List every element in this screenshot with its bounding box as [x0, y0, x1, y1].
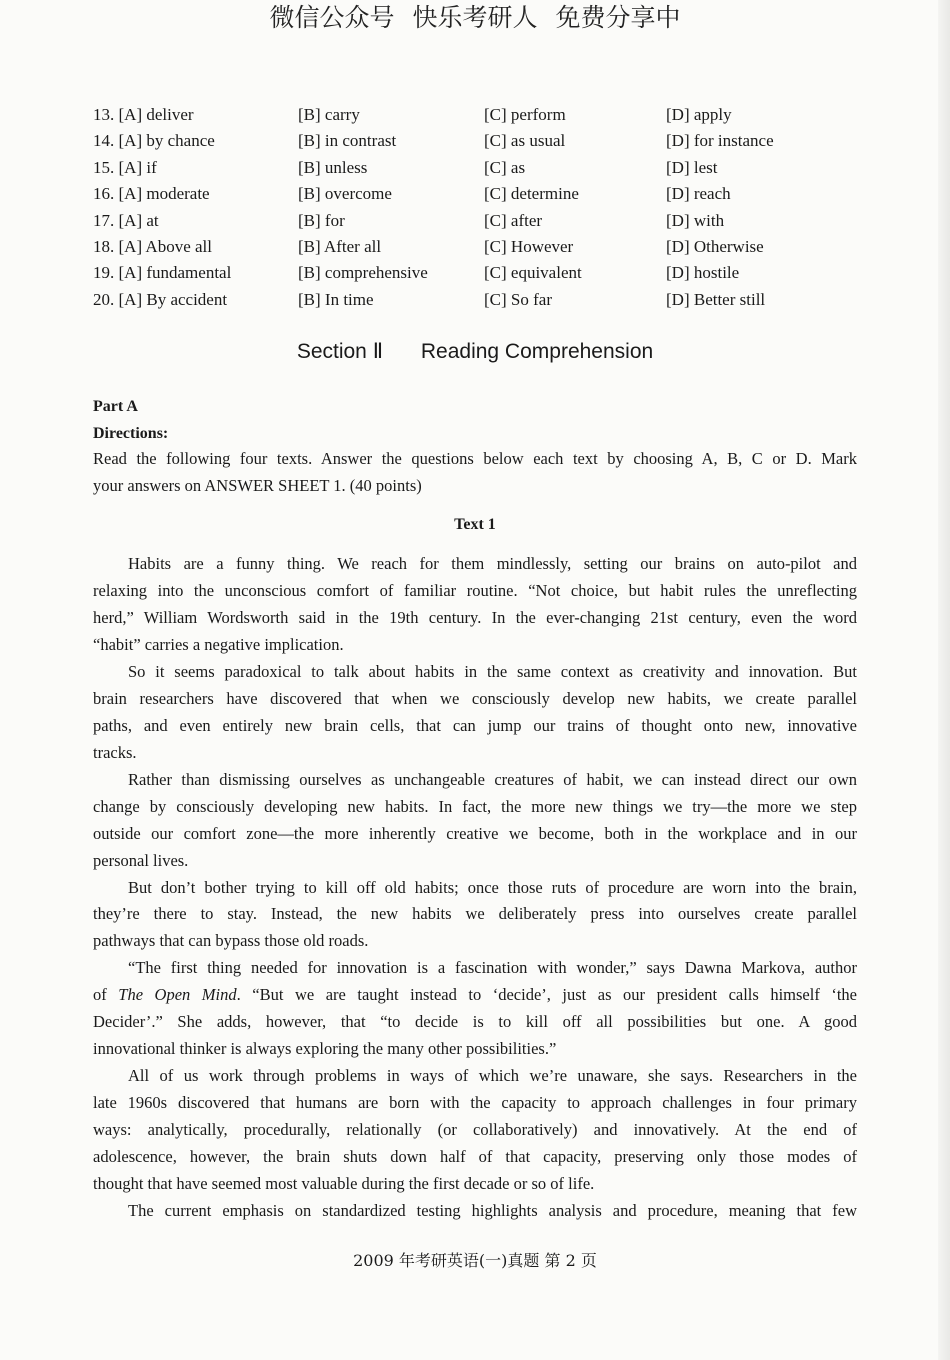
directions-label: Directions: [93, 425, 169, 442]
passage-line: thought that have seemed most valuable during the first decade or so of life. [93, 1174, 595, 1194]
passage-line: relaxing into the unconscious comfort of familiar routine. “Not choice, but habit rules the unreflecting [93, 580, 857, 600]
option-cell: [B] After all [298, 237, 382, 256]
option-cell: [D] apply [666, 105, 732, 124]
passage-line: brain researchers have discovered that when we consciously develop new habits, we create parallel [93, 688, 857, 708]
passage-line: So it seems paradoxical to talk about habits in the same context as creativity and innovation. But [128, 661, 857, 681]
passage-line: innovational thinker is always exploring the many other possibilities.” [93, 1039, 557, 1059]
passage-line: “The first thing needed for innovation is a fascination with wonder,” says Dawna Markova, author [128, 958, 857, 978]
option-cell: [B] overcome [298, 184, 392, 204]
passage-fragment: of [93, 985, 119, 1005]
option-cell: [B] carry [298, 105, 360, 124]
option-cell: [B] unless [298, 157, 368, 177]
option-cell: [C] after [484, 210, 543, 230]
text-title: Text 1 [454, 516, 496, 533]
option-cell: [B] for [298, 210, 345, 230]
option-cell: 17. [A] at [93, 210, 159, 230]
passage-line: But don’t bother trying to kill off old habits; once those ruts of procedure are worn into the brain, [128, 877, 857, 897]
option-row [93, 234, 873, 260]
option-cell: [C] equivalent [484, 263, 582, 283]
option-row [93, 128, 873, 154]
passage-line: Habits are a funny thing. We reach for them mindlessly, setting our brains on auto-pilot and [128, 554, 857, 573]
option-cell: 16. [A] moderate [93, 184, 210, 204]
option-cell: 19. [A] fundamental [93, 263, 232, 283]
option-cell: 20. [A] By accident [93, 289, 228, 309]
option-cell: [C] However [484, 237, 574, 256]
option-cell: [D] with [666, 210, 725, 230]
option-row [93, 102, 873, 128]
passage-line: ways: analytically, procedurally, relationally (or collaboratively) and innovatively. At the end of [93, 1120, 857, 1140]
passage-line: Decider’.” She adds, however, that “to decide is to kill off all possibilities but one. A good [93, 1012, 857, 1032]
option-row [93, 208, 873, 234]
passage-line [93, 981, 857, 1008]
option-cell: [D] for instance [666, 131, 774, 151]
option-cell: [C] perform [484, 105, 566, 124]
option-cell: [D] Better still [666, 289, 766, 309]
passage-line: Rather than dismissing ourselves as unchangeable creatures of habit, we can instead direct our own [128, 769, 857, 789]
passage-line: late 1960s discovered that humans are born with the capacity to approach challenges in four primary [93, 1093, 857, 1113]
passage-line: change by consciously developing new habits. In fact, the more new things we try—the more we step [93, 796, 857, 816]
option-cell: [C] as usual [484, 131, 566, 151]
option-cell: [D] hostile [666, 263, 740, 283]
passage-line: personal lives. [93, 850, 189, 870]
option-row [93, 155, 873, 181]
option-row [93, 260, 873, 286]
option-cell: [D] reach [666, 184, 731, 204]
passage-fragment: . “But we are taught instead to ‘decide’, just as our president calls himself ‘the [236, 985, 857, 1005]
passage-line: outside our comfort zone—the more inherently creative we become, both in the workplace and in our [93, 823, 857, 843]
section-name: Reading Comprehension [420, 340, 654, 363]
directions-line: your answers on ANSWER SHEET 1. (40 points) [93, 476, 422, 495]
passage-line: tracks. [93, 742, 137, 762]
option-cell: [B] in contrast [298, 131, 397, 151]
option-cell: 14. [A] by chance [93, 131, 215, 151]
option-row [93, 287, 873, 313]
page-footer: 2009 年考研英语(一)真题 第 2 页 [353, 1251, 597, 1270]
option-cell: 18. [A] Above all [93, 237, 212, 256]
section-title [0, 339, 950, 364]
option-cell: [D] Otherwise [666, 237, 764, 256]
section-label: Section Ⅱ [296, 340, 384, 363]
option-cell: [D] lest [666, 157, 718, 177]
passage-line: pathways that can bypass those old roads. [93, 931, 369, 951]
option-cell: 15. [A] if [93, 157, 157, 177]
passage-line: adolescence, however, the brain shuts down half of that capacity, preserving only those modes of [93, 1147, 857, 1167]
passage-line: The current emphasis on standardized testing highlights analysis and procedure, meaning that few [128, 1201, 857, 1221]
option-cell: 13. [A] deliver [93, 105, 194, 124]
passage-line: they’re there to stay. Instead, the new habits we deliberately press into ourselves create parallel [93, 904, 857, 924]
directions-line: Read the following four texts. Answer the questions below each text by choosing A, B, C or D. Mark [93, 449, 857, 468]
scan-edge [938, 0, 950, 1360]
book-title: The Open Mind [118, 985, 237, 1005]
option-row [93, 181, 873, 207]
option-cell: [C] So far [484, 289, 552, 309]
option-cell: [C] determine [484, 184, 579, 204]
passage-line: “habit” carries a negative implication. [93, 634, 344, 654]
passage-line: herd,” William Wordsworth said in the 19th century. In the ever-changing 21st century, even the word [93, 607, 857, 627]
passage-line: All of us work through problems in ways of which we’re unaware, she says. Researchers in the [128, 1066, 857, 1086]
part-heading: Part A [93, 398, 138, 415]
option-cell: [C] as [484, 157, 526, 177]
passage-line: paths, and even entirely new brain cells, that can jump our trains of thought onto new, innovative [93, 715, 857, 735]
option-cell: [B] comprehensive [298, 263, 428, 283]
watermark-header: 微信公众号 快乐考研人 免费分享中 [269, 3, 681, 32]
option-cell: [B] In time [298, 289, 374, 309]
